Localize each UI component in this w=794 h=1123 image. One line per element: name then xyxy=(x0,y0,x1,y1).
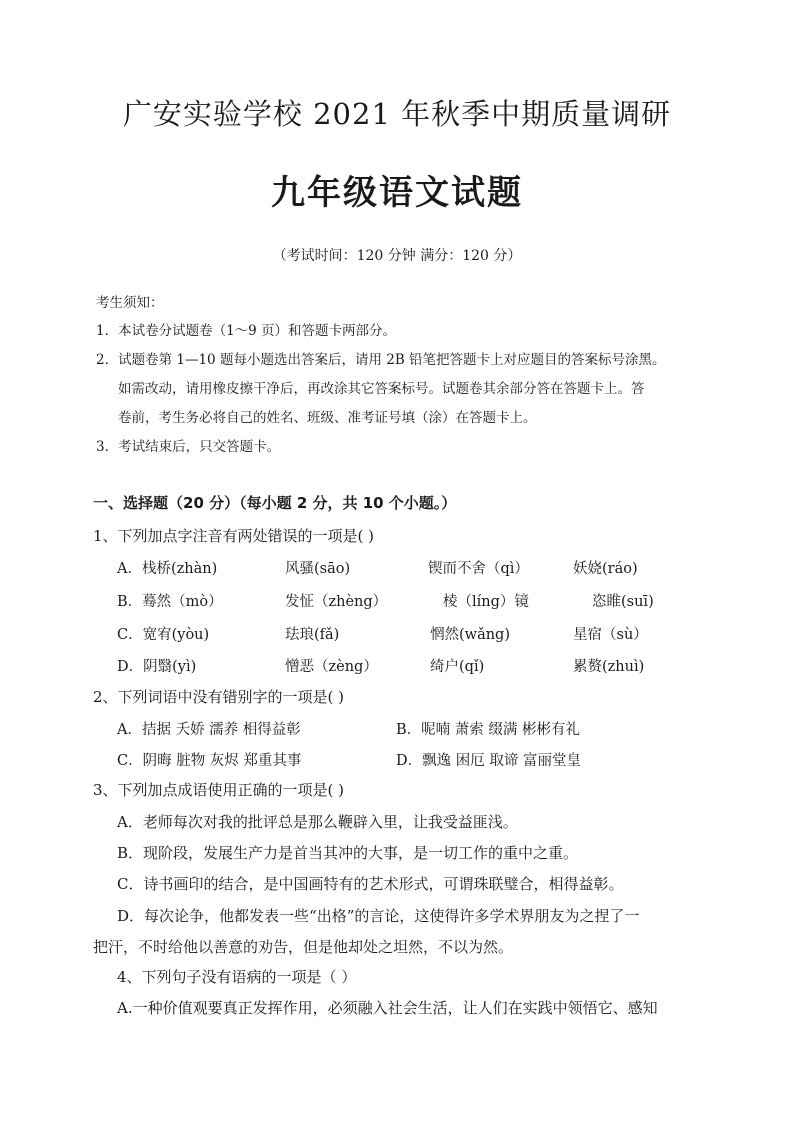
q3-option: A．老师每次对我的批评总是那么鞭辟入里，让我受益匪浅。 xyxy=(117,813,518,831)
q1-option-cell: B．蓦然（mò） xyxy=(117,594,223,610)
q3-option: C．诗书画印的结合，是中国画特有的艺术形式，可谓珠联璧合，相得益彰。 xyxy=(117,875,624,893)
q1-option-cell: 锲而不舍（qì） xyxy=(428,561,529,577)
q1-option-cell: 恣睢(suī) xyxy=(592,594,654,610)
q1-option-cell: 惘然(wǎng) xyxy=(430,627,510,643)
q1-option-cell: 珐琅(fǎ) xyxy=(285,627,340,643)
notice-item: 如需改动，请用橡皮擦干净后，再改涂其它答案标号。试题卷其余部分答在答题卡上。答 xyxy=(118,381,645,397)
q2-option: D．飘逸 困厄 取谛 富丽堂皇 xyxy=(396,753,581,769)
notice-item: 1．本试卷分试题卷（1～9 页）和答题卡两部分。 xyxy=(96,323,397,339)
exam-school-title: 广安实验学校 2021 年秋季中期质量调研 xyxy=(122,97,672,131)
q2-option: B．呢喃 萧索 缀满 彬彬有礼 xyxy=(396,722,580,738)
q2-option: C．阴晦 脏物 灰烬 郑重其事 xyxy=(117,753,302,769)
question-4-stem: 4、下列句子没有语病的一项是（ ） xyxy=(117,968,357,986)
q1-option-cell: 星宿（sù） xyxy=(573,627,648,643)
q1-option-cell: 风骚(sāo) xyxy=(285,561,351,577)
q1-option-cell: 绮户(qǐ) xyxy=(430,659,485,675)
question-3-stem: 3、下列加点成语使用正确的一项是( ) xyxy=(93,781,345,799)
q1-option-cell: 憎恶（zèng） xyxy=(285,659,378,675)
q3-option: B．现阶段，发展生产力是首当其冲的大事，是一切工作的重中之重。 xyxy=(117,844,579,862)
q1-option-cell: A．栈桥(zhàn) xyxy=(117,561,218,577)
q1-option-cell: 妖娆(ráo) xyxy=(573,561,638,577)
q2-option: A．拮据 夭娇 濡养 相得益彰 xyxy=(117,722,301,738)
q3-option: D．每次论争，他都发表一些“出格”的言论，这使得许多学术界朋友为之捏了一 xyxy=(117,907,640,925)
q1-option-cell: 累赘(zhuì) xyxy=(573,659,645,675)
notice-item: 3．考试结束后，只交答题卡。 xyxy=(96,439,281,455)
q1-option-cell: 棱（líng）镜 xyxy=(443,594,529,610)
notice-heading: 考生须知： xyxy=(96,295,164,311)
section-title: 一、选择题（20 分）（每小题 2 分，共 10 个小题。） xyxy=(93,494,457,512)
question-1-stem: 1、下列加点字注音有两处错误的一项是( ) xyxy=(93,527,375,545)
exam-info: （考试时间：120 分钟 满分：120 分） xyxy=(272,248,522,264)
question-2-stem: 2、下列词语中没有错别字的一项是( ) xyxy=(93,688,345,706)
q3-option-continued: 把汗，不时给他以善意的劝告，但是他却处之坦然，不以为然。 xyxy=(93,938,514,956)
notice-item: 卷前，考生务必将自己的姓名、班级、准考证号填（涂）在答题卡上。 xyxy=(118,410,537,426)
q4-option: A.一种价值观要真正发挥作用，必须融入社会生活，让人们在实践中领悟它、感知 xyxy=(117,999,658,1017)
q1-option-cell: C．宽宥(yòu) xyxy=(117,627,210,643)
q1-option-cell: D．阴翳(yì) xyxy=(117,659,197,675)
q1-option-cell: 发怔（zhèng） xyxy=(285,594,388,610)
exam-subject-title: 九年级语文试题 xyxy=(271,173,523,213)
notice-item: 2．试题卷第 1—10 题每小题选出答案后，请用 2B 铅笔把答题卡上对应题目的答案标号涂黑。 xyxy=(96,352,666,368)
